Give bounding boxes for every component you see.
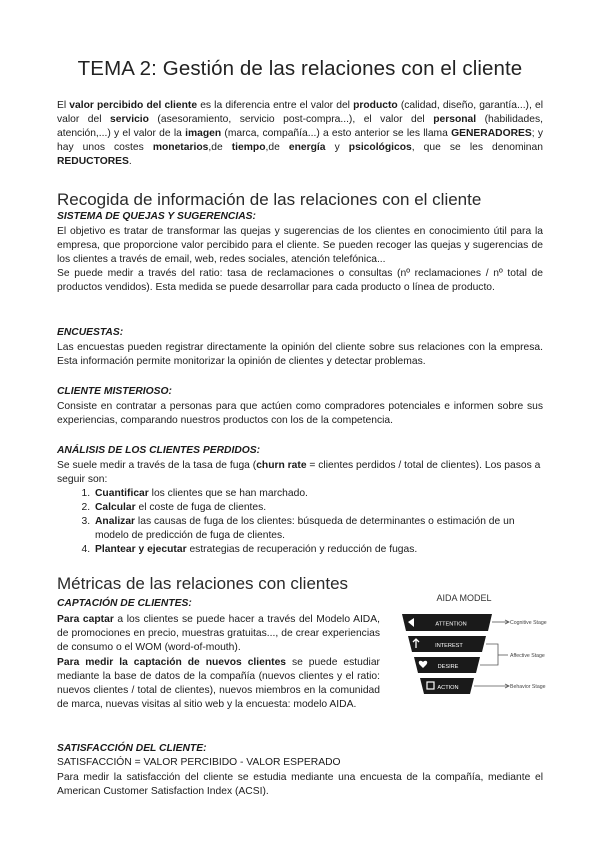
aida-stage-label: Affective Stage bbox=[510, 653, 545, 659]
satisfaccion-paragraph: Para medir la satisfacción del cliente se estudia mediante una encuesta de la compañía, mediante el American Customer Satisfaction Index (ACSI). bbox=[57, 772, 543, 798]
bold-term: Calcular bbox=[95, 502, 136, 514]
aida-level-label: INTEREST bbox=[435, 643, 463, 649]
bold-term: monetarios bbox=[152, 142, 209, 154]
text-run: , bbox=[208, 142, 212, 154]
text-run: se puede estudiar mediante la base de datos de la compañía (nuevos clientes y el ratio: nuevos clientes / total de clientes), nuevos miembros en la comunidad de marca, nuevas visitas al sitio web y la encuesta: modelo AIDA. bbox=[57, 657, 380, 711]
text-run: el coste de fuga de clientes. bbox=[135, 502, 267, 514]
bold-term: personal bbox=[433, 114, 477, 126]
misterioso-paragraph: Consiste en contratar a personas para que actúen como compradores potenciales e informen sobre sus experiencias, comparando nuestros productos con los de la competencia. bbox=[57, 401, 543, 427]
bold-term: churn rate bbox=[256, 460, 307, 471]
text-run: (calidad, diseño, garantía...), el valor del bbox=[57, 100, 543, 126]
bold-term: producto bbox=[353, 100, 398, 111]
satisfaccion-heading: SATISFACCIÓN DEL CLIENTE: bbox=[57, 743, 207, 754]
captacion-paragraph-1 bbox=[57, 613, 380, 655]
aida-model-figure bbox=[392, 593, 552, 703]
encuestas-paragraph: Las encuestas pueden registrar directamente la opinión del cliente sobre sus relaciones con la empresa. Esta información permite monitorizar la opinión de clientes y detectar problemas. bbox=[57, 342, 543, 368]
aida-level-label: ACTION bbox=[437, 685, 459, 691]
bold-term: Para medir la captación de nuevos clientes bbox=[57, 657, 287, 668]
quejas-heading: SISTEMA DE QUEJAS Y SUGERENCIAS: bbox=[57, 211, 256, 222]
bold-term: Para captar bbox=[57, 614, 114, 625]
captacion-heading: CAPTACIÓN DE CLIENTES: bbox=[57, 598, 192, 609]
perdidos-paragraph bbox=[57, 459, 543, 487]
text-run: ,de bbox=[265, 142, 289, 154]
perdidos-heading: ANÁLISIS DE LOS CLIENTES PERDIDOS: bbox=[57, 445, 261, 456]
captacion-paragraph-2 bbox=[57, 656, 380, 712]
section-heading-recogida: Recogida de información de las relaciones con el cliente bbox=[57, 190, 482, 209]
step-item bbox=[93, 515, 543, 543]
satisfaccion-formula: SATISFACCIÓN = VALOR PERCIBIDO - VALOR ESPERADO bbox=[57, 757, 341, 768]
aida-level-label: ATTENTION bbox=[435, 621, 467, 628]
step-item bbox=[93, 543, 543, 557]
bold-term: Plantear y ejecutar bbox=[95, 544, 187, 556]
bold-term: GENERADORES bbox=[451, 128, 532, 140]
quejas-paragraph-2: Se puede medir a través del ratio: tasa de reclamaciones o consultas (nº reclamaciones / nº total de productos vendidos). Esta medida se puede desarrollar para cada producto o línea de producto. bbox=[57, 268, 543, 294]
bold-term: servicio bbox=[110, 114, 149, 126]
bold-term: REDUCTORES bbox=[57, 156, 129, 168]
encuestas-heading: ENCUESTAS: bbox=[57, 327, 124, 338]
section-heading-metricas: Métricas de las relaciones con clientes bbox=[57, 574, 349, 593]
bold-term: valor percibido del cliente bbox=[69, 100, 198, 111]
aida-funnel bbox=[392, 605, 552, 705]
bold-term: tiempo bbox=[231, 142, 266, 154]
text-run: a los clientes se puede hacer a través del Modelo AIDA, de promociones en precio, muestras gratuitas..., de crear experiencias de consumo o el WOM (word-of-mouth). bbox=[57, 614, 380, 654]
bold-term: psicológicos bbox=[348, 142, 412, 154]
misterioso-heading: CLIENTE MISTERIOSO: bbox=[57, 386, 172, 397]
bold-term: Cuantificar bbox=[95, 488, 149, 499]
text-run: es la diferencia entre el valor del bbox=[197, 100, 354, 111]
text-run: (marca, compañía...) a esto anterior se les llama bbox=[221, 128, 452, 140]
text-run: El bbox=[57, 100, 70, 111]
text-run: (asesoramiento, servicio post-compra...), el valor del bbox=[148, 114, 434, 126]
bold-term: Analizar bbox=[95, 516, 136, 528]
page-title: TEMA 2: Gestión de las relaciones con el cliente bbox=[77, 57, 523, 80]
text-run: , que se les denominan bbox=[411, 142, 543, 154]
step-item bbox=[93, 501, 543, 515]
aida-level-label: DESIRE bbox=[437, 664, 459, 670]
text-run: Se suele medir a través de la tasa de fuga ( bbox=[57, 460, 257, 471]
bold-term: energía bbox=[288, 142, 326, 154]
text-run: y bbox=[325, 142, 349, 154]
bold-term: imagen bbox=[185, 128, 222, 140]
step-item bbox=[93, 487, 543, 501]
intro-paragraph bbox=[57, 99, 543, 169]
text-run: . bbox=[128, 156, 132, 168]
aida-stage-label: Cognitive Stage bbox=[510, 620, 547, 626]
text-run: las causas de fuga de los clientes: búsqueda de determinantes o estimación de un modelo de predicción de fuga de clientes. bbox=[95, 516, 515, 542]
text-run: (habilidades, atención,...) y el valor de la bbox=[57, 114, 543, 140]
text-run: ; y hay unos costes bbox=[57, 128, 544, 154]
perdidos-steps bbox=[57, 487, 543, 557]
text-run: los clientes que se han marchado. bbox=[148, 488, 308, 499]
text-run: de bbox=[211, 142, 232, 154]
quejas-paragraph-1: El objetivo es tratar de transformar las quejas y sugerencias de los clientes en conocimiento útil para la empresa, que proporcione valor percibido para el cliente. Se pueden recoger las quejas y sugerencias de los clientes a través de email, web, redes sociales, atención telefónica... bbox=[57, 226, 543, 266]
aida-stage-label: Behavior Stage bbox=[510, 684, 546, 690]
text-run: estrategias de recuperación y reducción de fugas. bbox=[186, 544, 418, 556]
aida-title: AIDA MODEL bbox=[436, 593, 492, 603]
text-run: = clientes perdidos / total de clientes). Los pasos a seguir son: bbox=[57, 460, 541, 486]
